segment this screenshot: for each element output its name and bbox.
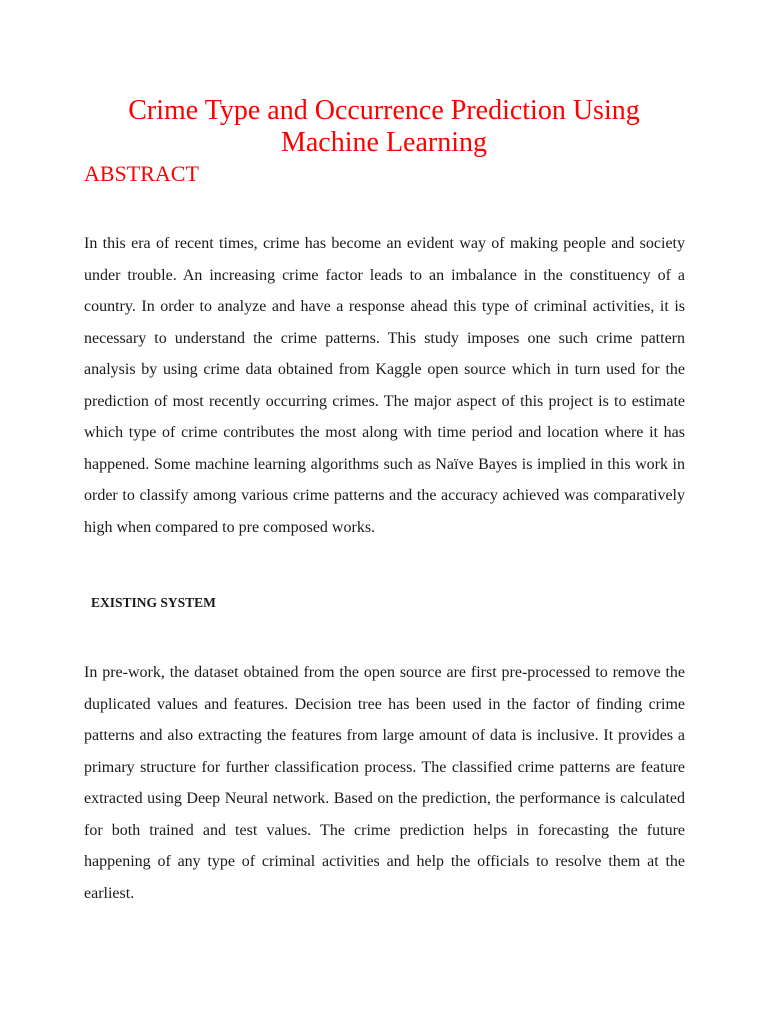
existing-system-paragraph: In pre-work, the dataset obtained from the open source are first pre-processed to remove the duplicated values and features. Decision tree has been used in the factor of finding crime patterns and also extracting the features from large amount of data is inclusive. It provides a primary structure for further classification process. The classified crime patterns are feature extracted using Deep Neural network. Based on the prediction, the performance is calculated for both trained and test values. The crime prediction helps in forecasting the future happening of any type of criminal activities and help the officials to resolve them at the earliest. <box>84 664 685 902</box>
existing-system-heading: EXISTING SYSTEM <box>91 595 216 610</box>
document-title: Crime Type and Occurrence Prediction Using Machine Learning <box>128 95 640 158</box>
abstract-paragraph: In this era of recent times, crime has become an evident way of making people and society under trouble. An increasing crime factor leads to an imbalance in the constituency of a country. In order to analyze and have a response ahead this type of criminal activities, it is necessary to understand the crime patterns. This study imposes one such crime pattern analysis by using crime data obtained from Kaggle open source which in turn used for the prediction of most recently occurring crimes. The major aspect of this project is to estimate which type of crime contributes the most along with time period and location where it has happened. Some machine learning algorithms such as Naïve Bayes is implied in this work in order to classify among various crime patterns and the accuracy achieved was comparatively high when compared to pre composed works. <box>84 235 685 536</box>
abstract-heading: ABSTRACT <box>84 161 199 186</box>
